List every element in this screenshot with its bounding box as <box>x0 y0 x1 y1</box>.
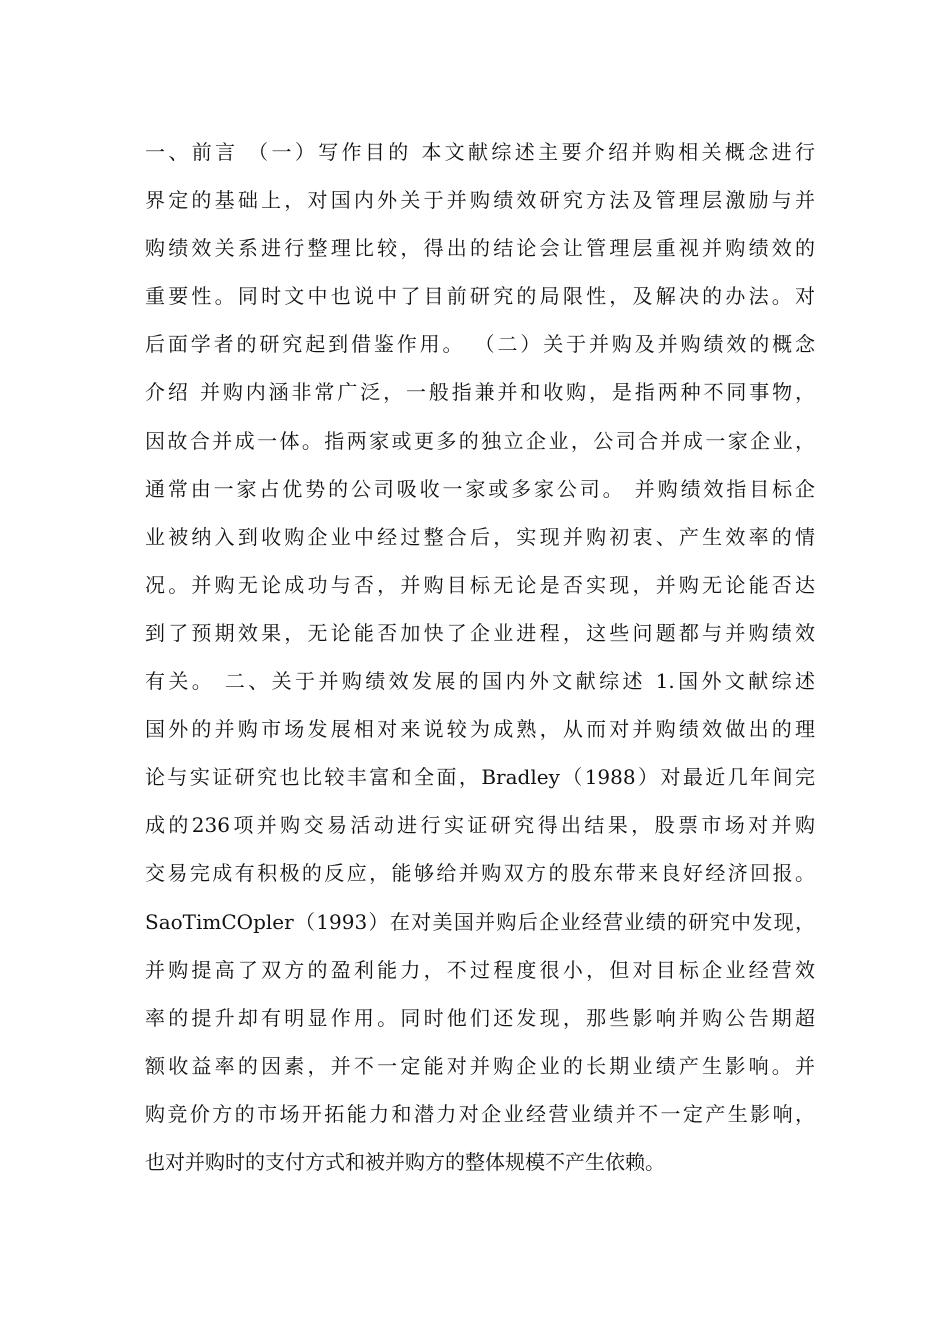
text-line-12: 有关。 二、关于并购绩效发展的国内外文献综述 1.国外文献综述 <box>145 669 815 694</box>
text-line-21: 购竞价方的市场开拓能力和潜力对企业经营业绩并不一定产生影响， <box>145 1101 815 1126</box>
body-text <box>145 134 815 1192</box>
text-line-18: 并购提高了双方的盈利能力，不过程度很小，但对目标企业经营效 <box>145 957 815 982</box>
text-line-14: 论与实证研究也比较丰富和全面，Bradley（1988）对最近几年间完 <box>145 765 815 790</box>
text-line-17: SaoTimCOpler（1993）在对美国并购后企业经营业绩的研究中发现， <box>145 909 815 934</box>
text-line-20: 额收益率的因素，并不一定能对并购企业的长期业绩产生影响。并 <box>145 1053 815 1078</box>
text-line-4: 重要性。同时文中也说中了目前研究的局限性，及解决的办法。对 <box>145 284 815 309</box>
text-line-1: 一、前言 （一）写作目的 本文献综述主要介绍并购相关概念进行 <box>145 140 815 164</box>
text-line-3: 购绩效关系进行整理比较，得出的结论会让管理层重视并购绩效的 <box>145 236 815 261</box>
text-line-15: 成的236项并购交易活动进行实证研究得出结果，股票市场对并购 <box>145 813 815 838</box>
text-line-8: 通常由一家占优势的公司吸收一家或多家公司。 并购绩效指目标企 <box>145 476 815 501</box>
text-line-22: 也对并购时的支付方式和被并购方的整体规模不产生依赖。 <box>145 1149 665 1174</box>
text-line-11: 到了预期效果，无论能否加快了企业进程，这些问题都与并购绩效 <box>145 620 815 645</box>
text-line-7: 因故合并成一体。指两家或更多的独立企业，公司合并成一家企业， <box>145 428 815 453</box>
text-line-5: 后面学者的研究起到借鉴作用。 （二）关于并购及并购绩效的概念 <box>145 332 815 357</box>
text-line-19: 率的提升却有明显作用。同时他们还发现，那些影响并购公告期超 <box>145 1005 815 1030</box>
text-line-10: 况。并购无论成功与否，并购目标无论是否实现，并购无论能否达 <box>145 572 815 597</box>
text-line-6: 介绍 并购内涵非常广泛，一般指兼并和收购，是指两种不同事物， <box>145 380 815 405</box>
text-line-16: 交易完成有积极的反应，能够给并购双方的股东带来良好经济回报。 <box>145 861 815 886</box>
text-line-9: 业被纳入到收购企业中经过整合后，实现并购初衷、产生效率的情 <box>145 524 815 549</box>
text-line-13: 国外的并购市场发展相对来说较为成熟，从而对并购绩效做出的理 <box>145 717 815 742</box>
text-line-2: 界定的基础上，对国内外关于并购绩效研究方法及管理层激励与并 <box>145 188 815 213</box>
